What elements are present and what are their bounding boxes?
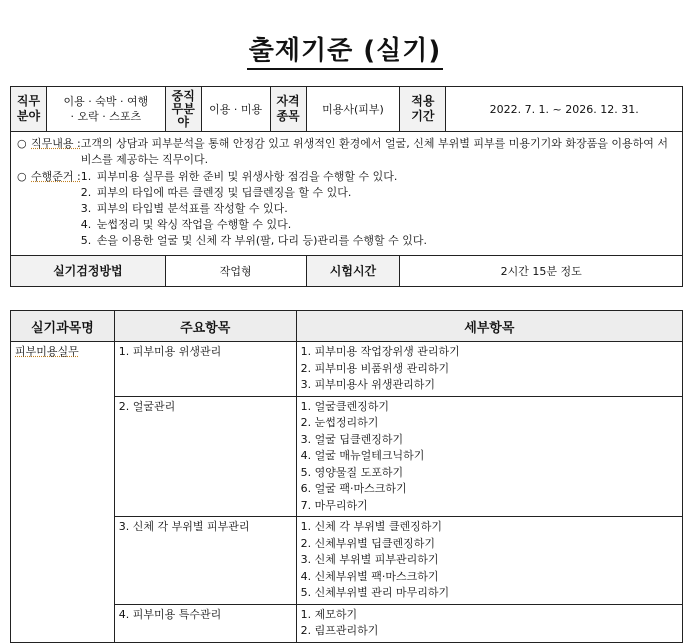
sub-item: 4. 얼굴 매뉴얼테크닉하기 [300,449,425,462]
duty-bullet: ○ [17,137,27,150]
sub-item: 1. 피부미용 작업장위생 관리하기 [300,345,460,358]
subject-cell [11,342,115,643]
perf-item-number: 2. [80,186,92,199]
detail-row [11,342,683,397]
sub-item: 1. 제모하기 [300,607,358,621]
sub-item: 1. 얼굴클렌징하기 [300,399,389,413]
sub-item: 3. 신체 부위별 피부관리하기 [300,553,439,566]
perf-item-text: 피부의 타입에 따른 클렌징 및 딥클렌징을 할 수 있다. [96,186,352,199]
main-item-cell [114,604,296,642]
sub-item-cell [296,396,682,517]
sub-item: 7. 마무리하기 [300,498,368,512]
perf-item [81,169,676,185]
perf-item-text: 피부의 타입별 분석표를 작성할 수 있다. [96,202,288,215]
duty-heading: 직무내용 : [31,137,81,150]
sub-item: 3. 얼굴 딥클렌징하기 [300,432,404,446]
perf-item [81,185,676,201]
perf-item-text: 피부미용 실무를 위한 준비 및 위생사항 점검을 수행할 수 있다. [96,170,398,183]
exam-time-label: 시험시간 [306,256,400,287]
duty-text: 고객의 상담과 피부분석을 통해 안정감 있고 위생적인 환경에서 얼굴, 신체 부위별 피부를 미용기기와 화장품을 이용하여 서비스를 제공하는 직무이다. [80,137,668,166]
sub-item: 3. 피부미용사 위생관리하기 [300,378,435,391]
perf-item-number: 3. [80,202,92,215]
sub-item: 1. 신체 각 부위별 클렌징하기 [300,520,442,533]
main-item-cell [114,396,296,517]
main-item: 4. 피부미용 특수관리 [118,607,222,621]
period-label: 적용 기간 [400,87,446,132]
header-main-item: 주요항목 [114,311,296,342]
exam-method-value: 작업형 [165,256,306,287]
job-field-value: 이용 · 숙박 · 여행 · 오락 · 스포츠 [46,87,165,132]
main-item: 3. 신체 각 부위별 피부관리 [118,520,250,533]
cert-label: 자격 종목 [270,87,306,132]
sub-item: 4. 신체부위별 팩·마스크하기 [300,569,439,583]
sub-item: 2. 신체부위별 딥클렌징하기 [300,536,435,550]
cert-value: 미용사(피부) [306,87,400,132]
main-item: 1. 피부미용 위생관리 [118,345,222,358]
period-value: 2022. 7. 1. ~ 2026. 12. 31. [446,87,683,132]
perf-item-number: 4. [80,218,92,231]
exam-detail-table [10,310,683,643]
sub-item: 6. 얼굴 팩·마스크하기 [300,482,407,495]
sub-item: 5. 신체부위별 관리 마무리하기 [300,586,450,599]
perf-item-number: 5. [80,234,92,247]
document-title: 출제기준 (실기) [0,30,690,67]
exam-time-value: 2시간 15분 정도 [400,256,683,287]
sub-item: 2. 눈썹정리하기 [300,416,379,429]
perf-item [81,233,676,249]
main-item-cell [114,342,296,397]
perf-item-text: 손을 이용한 얼굴 및 신체 각 부위(팔, 다리 등)관리를 수행할 수 있다. [96,234,428,247]
perf-bullet: ○ [17,170,27,183]
perf-list [81,169,676,249]
duty-description [17,136,676,168]
sub-item: 2. 피부미용 비품위생 관리하기 [300,361,450,375]
performance-criteria [17,169,676,249]
sub-item-cell [296,342,682,397]
job-description-cell [11,132,683,256]
exam-info-table [10,86,683,287]
mid-field-value: 이용 · 미용 [201,87,270,132]
perf-item [81,201,676,217]
perf-item [81,217,676,233]
main-item: 2. 얼굴관리 [118,399,176,413]
perf-item-number: 1. [80,170,92,183]
subject-name: 피부미용실무 [15,345,79,358]
sub-item: 2. 림프관리하기 [300,624,379,637]
sub-item-cell [296,604,682,642]
header-subject: 실기과목명 [11,311,115,342]
exam-method-label: 실기검정방법 [11,256,166,287]
sub-item: 5. 영양물질 도포하기 [300,465,404,479]
main-item-cell [114,517,296,605]
header-sub-item: 세부항목 [296,311,682,342]
sub-item-cell [296,517,682,605]
mid-field-label: 중직 무분 야 [165,87,201,132]
job-field-label: 직무 분야 [11,87,47,132]
perf-item-text: 눈썹정리 및 왁싱 작업을 수행할 수 있다. [96,218,292,231]
perf-heading: 수행준거 : [31,170,81,183]
